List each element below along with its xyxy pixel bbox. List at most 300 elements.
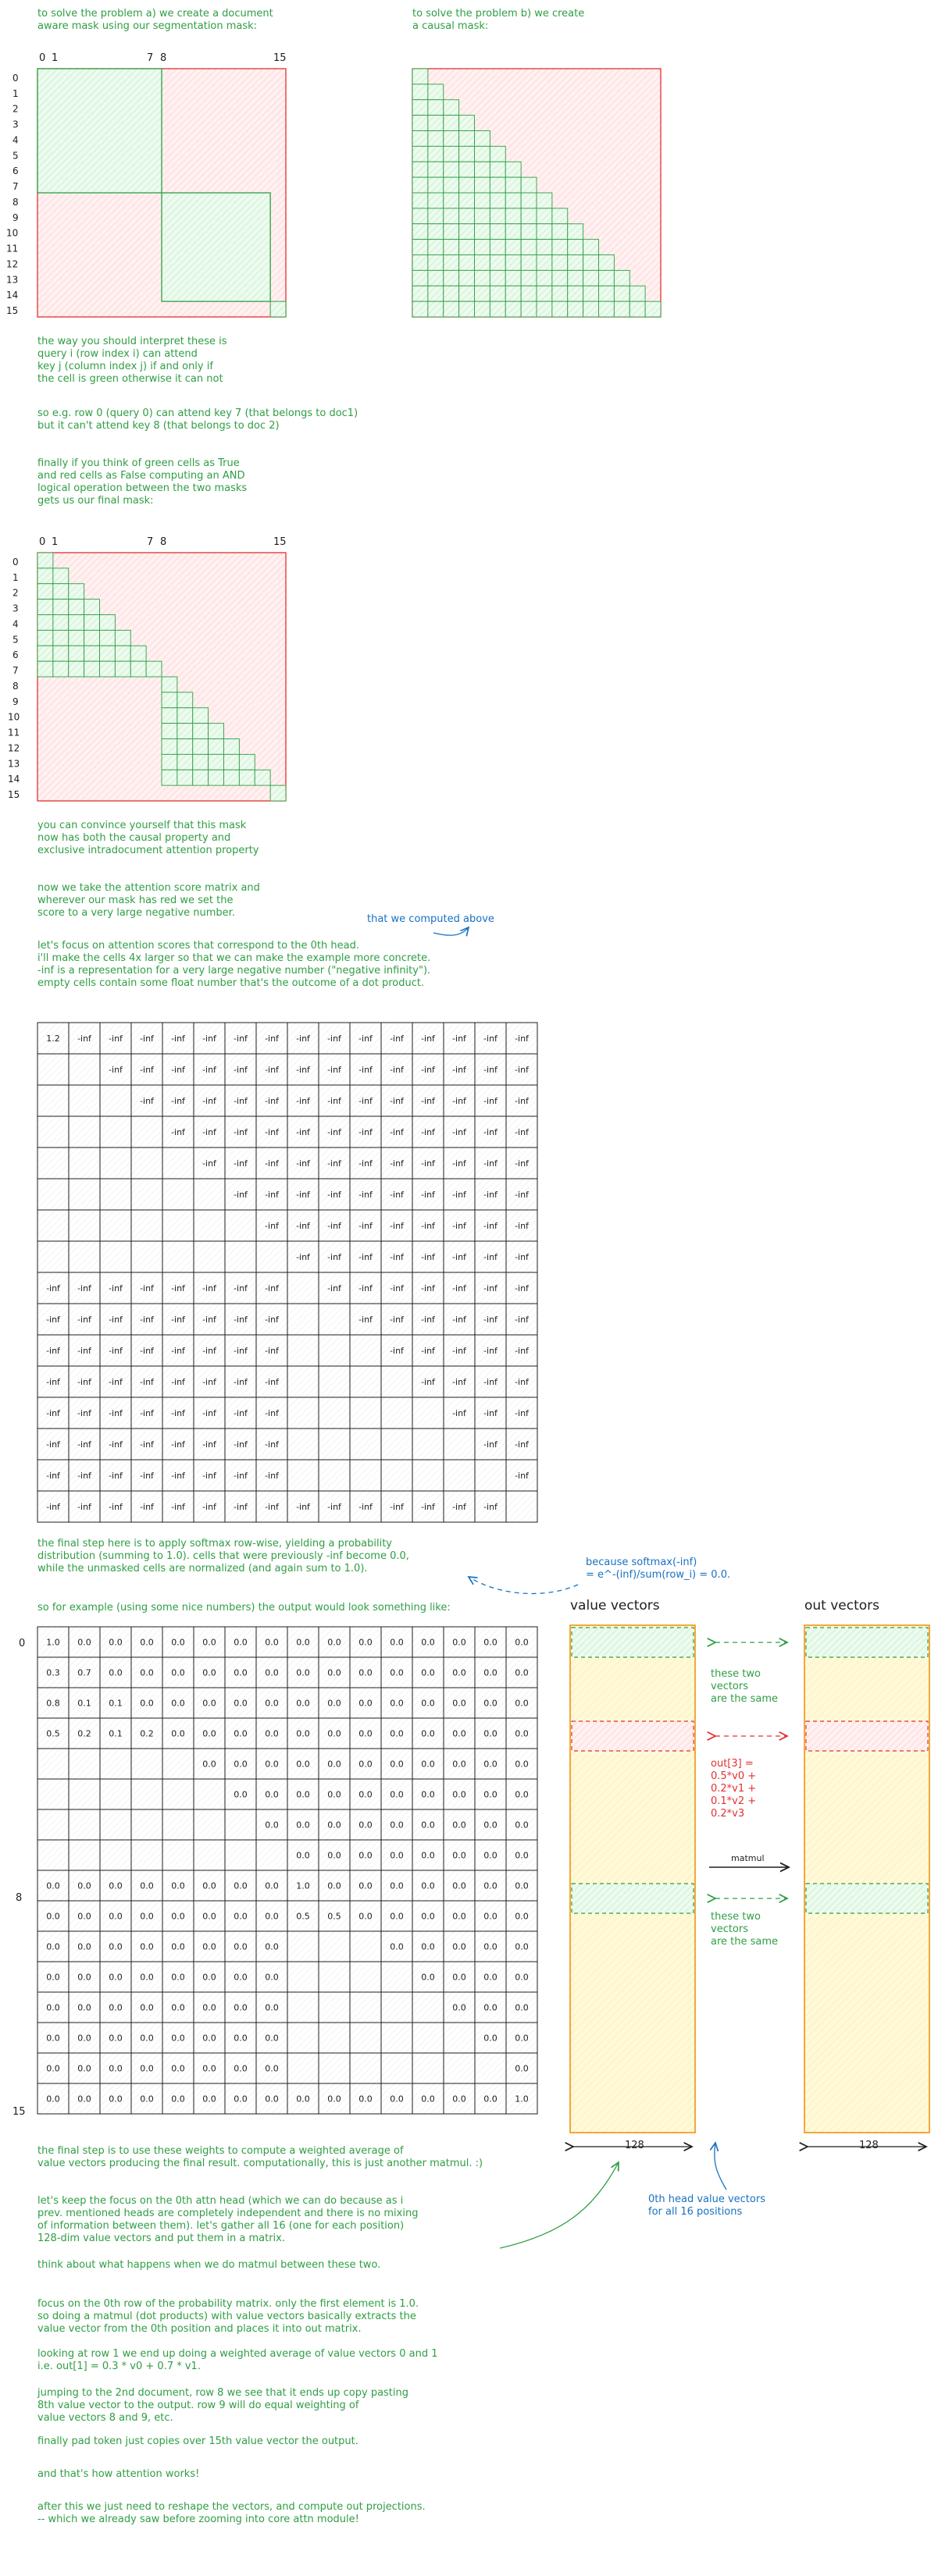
prob-cell-value: 0.0 xyxy=(234,1911,248,1922)
score-cell-value: -inf xyxy=(358,1127,373,1137)
score-cell-value: -inf xyxy=(234,1408,248,1418)
score-cell-value: -inf xyxy=(515,1252,529,1262)
score-cell-value: -inf xyxy=(327,1096,341,1106)
prob-cell-value: 0.0 xyxy=(296,1789,310,1800)
prob-cell-value: 0.0 xyxy=(202,1941,216,1952)
mask-b-cell xyxy=(475,177,490,193)
now-take-text: now we take the attention score matrix and wherever our mask has red we set the score to a very large negative number. xyxy=(37,882,260,919)
mask-b-cell xyxy=(428,255,444,271)
score-cell-value: -inf xyxy=(234,1377,248,1387)
score-cell-value: -inf xyxy=(296,1221,310,1231)
mask-final-row-label: 7 xyxy=(12,665,19,677)
prob-cell-value: 0.0 xyxy=(452,1789,466,1800)
score-cell xyxy=(319,1335,350,1366)
score-cell-value: -inf xyxy=(358,1065,373,1075)
score-cell-value: -inf xyxy=(234,1439,248,1450)
prob-cell-value: 0.0 xyxy=(265,1789,279,1800)
prob-cell-value: 0.0 xyxy=(140,2094,154,2105)
score-cell-value: -inf xyxy=(46,1408,60,1418)
mask-a-row-label: 12 xyxy=(6,258,19,270)
score-cell-value: -inf xyxy=(234,1034,248,1044)
mask-b-cell xyxy=(490,301,505,317)
mask-b-cell xyxy=(537,255,552,271)
mask-final-cell xyxy=(130,646,146,661)
prob-row-label-15: 15 xyxy=(12,2106,26,2118)
score-cell-value: -inf xyxy=(140,1346,154,1356)
mask-b-cell xyxy=(459,193,475,208)
mask-b-cell xyxy=(505,255,521,271)
mask-b-cell xyxy=(444,286,459,301)
score-cell-value: -inf xyxy=(421,1065,435,1075)
mask-a-row-label: 0 xyxy=(12,72,19,84)
mask-b-cell xyxy=(475,208,490,224)
mask-b-cell xyxy=(583,270,599,286)
prob-cell-value: 0.0 xyxy=(77,1880,91,1891)
prob-cell-value: 0.0 xyxy=(483,1820,498,1831)
mask-final-cell xyxy=(100,630,116,646)
score-cell-value: -inf xyxy=(358,1190,373,1200)
score-cell xyxy=(287,1397,319,1429)
mask-b-cell xyxy=(444,162,459,177)
score-cell-value: -inf xyxy=(483,1502,498,1512)
score-cell-value: -inf xyxy=(234,1096,248,1106)
score-cell-value: -inf xyxy=(296,1190,310,1200)
score-cell-value: -inf xyxy=(171,1283,185,1293)
prob-row-label-8: 8 xyxy=(16,1892,23,1904)
mask-a-row-label: 15 xyxy=(6,305,19,317)
score-cell xyxy=(37,1179,69,1210)
mask-final-cell xyxy=(53,615,69,631)
mask-final-cell xyxy=(177,754,193,770)
out3-formula: out[3] = 0.5*v0 + 0.2*v1 + 0.1*v2 + 0.2*v3 xyxy=(711,1758,757,1820)
score-cell xyxy=(162,1210,194,1241)
score-cell-value: -inf xyxy=(77,1471,91,1481)
prob-cell xyxy=(225,1840,256,1870)
prob-cell-value: 0.0 xyxy=(421,1941,435,1952)
score-cell-value: -inf xyxy=(327,1221,341,1231)
so-for-example-text: so for example (using some nice numbers) the output would look something like: xyxy=(37,1602,451,1614)
mask-b-cell xyxy=(475,301,490,317)
score-cell-value: -inf xyxy=(390,1315,404,1325)
prob-cell-value: 0.0 xyxy=(46,1972,60,1983)
prob-cell-value: 0.0 xyxy=(109,1911,123,1922)
score-cell-value: -inf xyxy=(452,1221,466,1231)
prob-cell-value: 0.0 xyxy=(327,1820,341,1831)
prob-cell-value: 0.0 xyxy=(483,1637,498,1648)
prob-row-label-0: 0 xyxy=(19,1638,26,1649)
mask-b-cell xyxy=(459,286,475,301)
mask-b-cell xyxy=(552,208,568,224)
prob-cell-value: 0.0 xyxy=(515,2002,529,2013)
intro-mask-a: to solve the problem a) we create a document aware mask using our segmentation mask: xyxy=(37,8,273,32)
score-cell-value: -inf xyxy=(452,1065,466,1075)
mask-b-cell xyxy=(475,162,490,177)
prob-cell-value: 0.0 xyxy=(515,1850,529,1861)
mask-b-cell xyxy=(490,255,505,271)
prob-cell-value: 0.0 xyxy=(171,1667,185,1678)
prob-cell-value: 0.0 xyxy=(296,1637,310,1648)
mask-a-row-label: 8 xyxy=(12,196,19,208)
score-cell-value: -inf xyxy=(390,1034,404,1044)
mask-b-cell xyxy=(521,224,537,240)
score-cell-value: -inf xyxy=(46,1377,60,1387)
prob-cell-value: 0.0 xyxy=(296,2094,310,2105)
head-note-arrow xyxy=(715,2143,726,2190)
how-attention-text: and that's how attention works! xyxy=(37,2468,200,2480)
prob-cell-value: 0.0 xyxy=(202,1759,216,1770)
mask-final-cell xyxy=(69,600,84,615)
prob-cell-value: 0.0 xyxy=(109,2002,123,2013)
score-cell xyxy=(69,1241,100,1272)
score-cell-value: -inf xyxy=(515,1439,529,1450)
prob-cell-value: 0.0 xyxy=(358,1759,373,1770)
prob-cell xyxy=(225,1809,256,1840)
prob-cell xyxy=(194,1840,225,1870)
prob-cell-value: 0.0 xyxy=(327,2094,341,2105)
score-cell-value: -inf xyxy=(452,1158,466,1169)
mask-b-cell xyxy=(412,131,428,147)
prob-cell xyxy=(319,2023,350,2053)
mask-b-cell xyxy=(412,224,428,240)
prob-cell-value: 0.0 xyxy=(327,1728,341,1739)
mask-b-cell xyxy=(428,301,444,317)
prob-cell-value: 0.0 xyxy=(327,1637,341,1648)
score-cell-value: -inf xyxy=(515,1283,529,1293)
score-cell-value: -inf xyxy=(421,1127,435,1137)
mask-b-cell xyxy=(614,286,629,301)
score-cell-value: -inf xyxy=(358,1252,373,1262)
mask-b-cell xyxy=(490,162,505,177)
prob-cell-value: 0.0 xyxy=(265,1667,279,1678)
softmax-note-arrow xyxy=(469,1577,578,1593)
prob-cell-value: 0.0 xyxy=(515,1972,529,1983)
prob-cell-value: 0.0 xyxy=(234,1880,248,1891)
score-cell-value: -inf xyxy=(202,1471,216,1481)
mask-b-cell xyxy=(490,240,505,255)
computed-above-note: that we computed above xyxy=(367,913,494,925)
mask3-col-8: 8 xyxy=(160,536,167,548)
score-cell xyxy=(69,1147,100,1179)
score-cell-value: -inf xyxy=(265,1127,279,1137)
mask-final-cell xyxy=(177,692,193,708)
score-cell-value: -inf xyxy=(515,1471,529,1481)
score-cell-value: -inf xyxy=(202,1158,216,1169)
score-cell-value: -inf xyxy=(109,1439,123,1450)
prob-cell-value: 0.0 xyxy=(296,1698,310,1709)
mask-b-cell xyxy=(412,116,428,131)
score-cell xyxy=(256,1241,287,1272)
finally-text: finally if you think of green cells as True and red cells as False computing an AND logical operation between the two masks gets us our final mask: xyxy=(37,457,248,507)
mask-b-cell xyxy=(459,131,475,147)
mask-final-cell xyxy=(162,724,177,739)
prob-cell-value: 0.0 xyxy=(202,1728,216,1739)
score-cell-value: -inf xyxy=(390,1252,404,1262)
prob-cell-value: 0.0 xyxy=(390,1637,404,1648)
mask-b-cell xyxy=(505,301,521,317)
prob-cell-value: 0.0 xyxy=(358,1911,373,1922)
score-cell-value: -inf xyxy=(390,1221,404,1231)
prob-cell-value: 0.0 xyxy=(77,2094,91,2105)
mask-a-row-label: 6 xyxy=(12,165,19,177)
score-cell-value: -inf xyxy=(265,1439,279,1450)
mask-b-cell xyxy=(583,255,599,271)
prob-cell-value: 0.0 xyxy=(202,1911,216,1922)
score-cell-value: -inf xyxy=(171,1502,185,1512)
mask-a-block-doc1 xyxy=(37,69,162,193)
score-cell-value: -inf xyxy=(234,1502,248,1512)
score-cell xyxy=(100,1241,131,1272)
mask-b-cell xyxy=(583,240,599,255)
prob-cell-value: 0.0 xyxy=(421,1789,435,1800)
mask-final-cell xyxy=(209,754,224,770)
mask-b-cell xyxy=(459,116,475,131)
prob-cell-value: 0.0 xyxy=(452,1728,466,1739)
prob-cell-value: 0.0 xyxy=(265,1728,279,1739)
prob-cell-value: 0.8 xyxy=(46,1698,60,1709)
prob-cell-value: 0.0 xyxy=(46,2063,60,2074)
mask-final-cell xyxy=(37,646,53,661)
mask-b-cell xyxy=(444,301,459,317)
score-cell xyxy=(100,1085,131,1116)
score-cell-value: -inf xyxy=(452,1377,466,1387)
mask-final-cell xyxy=(37,630,53,646)
score-cell xyxy=(37,1054,69,1085)
keep-focus-arrow xyxy=(500,2162,619,2248)
mask-final-row-label: 9 xyxy=(12,696,19,707)
mask-final-cell xyxy=(193,724,209,739)
prob-cell xyxy=(350,1931,381,1962)
mask-b-cell xyxy=(583,286,599,301)
score-cell-value: -inf xyxy=(515,1221,529,1231)
score-cell-value: -inf xyxy=(515,1377,529,1387)
prob-cell-value: 0.0 xyxy=(483,2033,498,2044)
prob-cell-value: 0.0 xyxy=(515,1789,529,1800)
prob-cell-value: 0.0 xyxy=(171,2094,185,2105)
mask1-col-1: 1 xyxy=(52,52,59,64)
prob-cell-value: 0.0 xyxy=(77,1941,91,1952)
prob-cell-value: 0.0 xyxy=(483,2094,498,2105)
score-cell-value: -inf xyxy=(421,1377,435,1387)
mask-b-cell xyxy=(475,146,490,162)
mask-b-cell xyxy=(490,224,505,240)
score-cell-value: -inf xyxy=(171,1034,185,1044)
score-cell-value: -inf xyxy=(296,1034,310,1044)
mask-b-cell xyxy=(428,193,444,208)
prob-cell-value: 0.0 xyxy=(390,2094,404,2105)
mask-b-cell xyxy=(568,240,583,255)
prob-cell-value: 0.0 xyxy=(515,1667,529,1678)
score-cell-value: -inf xyxy=(109,1034,123,1044)
mask-a-block-doc2 xyxy=(162,193,270,301)
prob-cell-value: 0.0 xyxy=(77,2002,91,2013)
score-cell xyxy=(381,1429,412,1460)
score-cell-value: -inf xyxy=(421,1034,435,1044)
prob-cell-value: 0.0 xyxy=(515,1637,529,1648)
mask-b-cell xyxy=(412,208,428,224)
mask-final-row-label: 3 xyxy=(12,603,19,614)
mask-b-cell xyxy=(521,286,537,301)
score-cell-value: -inf xyxy=(171,1096,185,1106)
prob-cell-value: 0.5 xyxy=(46,1728,60,1739)
score-cell xyxy=(131,1179,162,1210)
mask-b-cell xyxy=(521,208,537,224)
mask3-col-0: 0 xyxy=(39,536,46,548)
computed-above-arrow xyxy=(433,927,469,935)
score-cell xyxy=(225,1241,256,1272)
score-cell-value: -inf xyxy=(327,1283,341,1293)
score-cell-value: -inf xyxy=(202,1502,216,1512)
score-cell-value: -inf xyxy=(452,1283,466,1293)
mask-final-cell xyxy=(84,600,100,615)
score-cell-value: -inf xyxy=(483,1377,498,1387)
mask-final-cell xyxy=(193,739,209,755)
score-cell-value: -inf xyxy=(171,1127,185,1137)
score-cell-value: -inf xyxy=(358,1158,373,1169)
prob-cell-value: 0.0 xyxy=(171,2033,185,2044)
prob-cell xyxy=(350,1962,381,1992)
score-cell-value: -inf xyxy=(77,1502,91,1512)
score-cell xyxy=(412,1429,444,1460)
prob-cell-value: 0.0 xyxy=(358,1820,373,1831)
score-cell-value: -inf xyxy=(77,1408,91,1418)
prob-cell-value: 0.0 xyxy=(358,1667,373,1678)
prob-cell-value: 0.0 xyxy=(202,1667,216,1678)
prob-cell-value: 0.0 xyxy=(171,1880,185,1891)
prob-cell-value: 0.0 xyxy=(327,1759,341,1770)
mask-a-row-label: 4 xyxy=(12,134,19,146)
after-text: after this we just need to reshape the vectors, and compute out projections. -- which we already saw before zooming into core attn module! xyxy=(37,2501,426,2525)
score-cell-value: -inf xyxy=(452,1034,466,1044)
mask-final-cell xyxy=(115,661,130,677)
prob-cell xyxy=(37,1779,69,1809)
prob-cell-value: 0.0 xyxy=(515,1728,529,1739)
score-cell-value: -inf xyxy=(483,1252,498,1262)
dim-right-label: 128 xyxy=(859,2140,879,2151)
mask1-col-7: 7 xyxy=(147,52,154,64)
prob-cell xyxy=(100,1779,131,1809)
prob-cell-value: 0.0 xyxy=(358,1698,373,1709)
score-cell-value: -inf xyxy=(265,1065,279,1075)
score-cell-value: -inf xyxy=(234,1190,248,1200)
score-cell-value: -inf xyxy=(483,1034,498,1044)
score-cell-value: -inf xyxy=(483,1221,498,1231)
mask-b-cell xyxy=(505,240,521,255)
prob-cell-value: 0.0 xyxy=(265,1911,279,1922)
mask1-col-8: 8 xyxy=(160,52,167,64)
prob-cell-value: 0.0 xyxy=(515,1759,529,1770)
mask-final-row-label: 12 xyxy=(8,742,20,754)
prob-cell-value: 0.0 xyxy=(46,2094,60,2105)
mask-final-row-label: 8 xyxy=(12,680,19,692)
mask-b-cell xyxy=(459,240,475,255)
score-cell-value: -inf xyxy=(452,1127,466,1137)
prob-cell xyxy=(287,1992,319,2023)
out-row-highlight xyxy=(806,1628,928,1657)
mask-final-cell xyxy=(53,568,69,584)
mask-b-cell xyxy=(428,116,444,131)
mask-b-cell xyxy=(412,100,428,116)
score-cell-value: -inf xyxy=(77,1315,91,1325)
mask-b-cell xyxy=(459,177,475,193)
mask-b-cell xyxy=(459,301,475,317)
mask3-col-15: 15 xyxy=(273,536,287,548)
score-cell-value: -inf xyxy=(327,1065,341,1075)
prob-cell xyxy=(319,1962,350,1992)
mask-b-cell xyxy=(444,208,459,224)
prob-cell-value: 0.0 xyxy=(515,1698,529,1709)
score-cell xyxy=(350,1335,381,1366)
score-cell xyxy=(287,1272,319,1304)
prob-cell xyxy=(475,2053,506,2083)
mask-a-row-label: 14 xyxy=(6,290,19,301)
softmax-note: because softmax(-inf) = e^-(inf)/sum(row_i) = 0.0. xyxy=(586,1557,731,1581)
prob-cell-value: 0.0 xyxy=(202,2002,216,2013)
score-cell xyxy=(194,1241,225,1272)
prob-cell-value: 0.0 xyxy=(483,1728,498,1739)
score-cell-value: -inf xyxy=(327,1127,341,1137)
prob-cell-value: 1.0 xyxy=(296,1880,310,1891)
mask-b-cell xyxy=(490,177,505,193)
mask-b-cell xyxy=(444,116,459,131)
mask-b-cell xyxy=(505,162,521,177)
score-cell-value: -inf xyxy=(483,1065,498,1075)
score-cell xyxy=(225,1210,256,1241)
mask-final-cell xyxy=(84,630,100,646)
score-cell-value: -inf xyxy=(140,1096,154,1106)
prob-cell-value: 0.0 xyxy=(265,2094,279,2105)
interpret-text: the way you should interpret these is query i (row index i) can attend key j (column index j) if and only if the cell is green otherwise it can not xyxy=(37,336,227,385)
prob-cell-value: 0.0 xyxy=(109,2094,123,2105)
score-cell-value: -inf xyxy=(140,1439,154,1450)
mask-b-cell xyxy=(444,270,459,286)
mask-b-cell xyxy=(428,208,444,224)
score-cell-value: -inf xyxy=(515,1158,529,1169)
prob-cell xyxy=(37,1840,69,1870)
score-cell-value: -inf xyxy=(452,1190,466,1200)
mask-b-cell xyxy=(505,224,521,240)
prob-cell-value: 0.0 xyxy=(77,2063,91,2074)
prob-cell xyxy=(319,1992,350,2023)
score-cell-value: -inf xyxy=(515,1190,529,1200)
mask-final-cell xyxy=(239,770,255,785)
score-cell-value: -inf xyxy=(390,1346,404,1356)
score-cell xyxy=(100,1116,131,1147)
prob-cell xyxy=(412,1992,444,2023)
mask-final-cell xyxy=(37,553,53,568)
score-cell-value: -inf xyxy=(358,1502,373,1512)
score-cell-value: -inf xyxy=(515,1315,529,1325)
prob-cell xyxy=(131,1779,162,1809)
mask-b-cell xyxy=(521,193,537,208)
prob-cell-value: 0.0 xyxy=(171,1941,185,1952)
score-cell-value: -inf xyxy=(109,1283,123,1293)
prob-cell-value: 0.0 xyxy=(327,1880,341,1891)
mask-final-cell xyxy=(115,630,130,646)
prob-cell-value: 0.0 xyxy=(452,2094,466,2105)
score-cell-value: -inf xyxy=(452,1252,466,1262)
score-cell xyxy=(131,1147,162,1179)
score-cell-value: -inf xyxy=(327,1034,341,1044)
prob-cell-value: 0.0 xyxy=(483,1789,498,1800)
prob-cell-value: 0.0 xyxy=(234,1759,248,1770)
prob-cell-value: 0.7 xyxy=(77,1667,91,1678)
mask-b-cell xyxy=(614,270,629,286)
think-text: think about what happens when we do matmul between these two. xyxy=(37,2259,381,2271)
prob-cell-value: 0.0 xyxy=(77,1637,91,1648)
mask-final-cell xyxy=(162,692,177,708)
score-cell-value: -inf xyxy=(327,1158,341,1169)
mask-final-cell xyxy=(270,785,286,801)
